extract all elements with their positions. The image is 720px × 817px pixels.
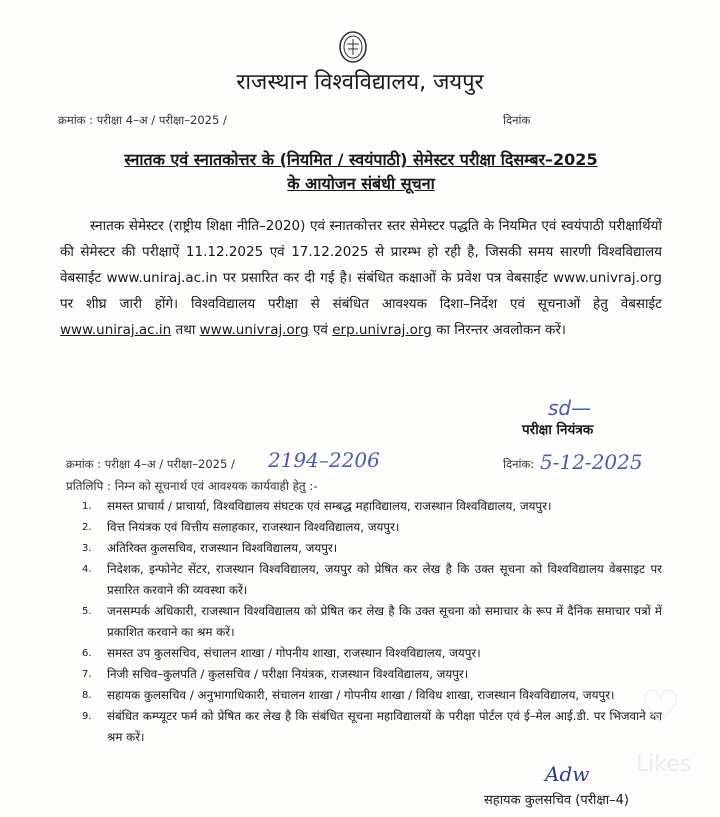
- body-text: पर शीघ्र जारी होंगे। विश्वविद्यालय परीक्षा से संबंधित आवश्यक दिशा–निर्देश एवं सूचनाओं हेतु वेबसाईट: [60, 296, 662, 312]
- body-text: एवं: [308, 322, 333, 338]
- list-item: [82, 496, 662, 517]
- list-item: [82, 664, 662, 685]
- copy-reference-number: क्रमांक : परीक्षा 4–अ / परीक्षा–2025 /: [66, 457, 235, 471]
- body-text: का निरन्तर अवलोकन करें।: [431, 322, 567, 338]
- item-number: 7.: [82, 669, 92, 680]
- item-text: संबंधित कम्प्यूटर फर्म को प्रेषित कर लेख है कि संबंधित सूचना महाविद्यालयों के परीक्षा पोर्टल एवं ई–मेल आई.डी. पर भिजवाने का श्रम करें।: [107, 709, 662, 744]
- copy-recipient-list: [82, 496, 662, 748]
- list-item: [82, 538, 662, 559]
- reference-number: क्रमांक : परीक्षा 4–अ / परीक्षा–2025 /: [58, 113, 227, 127]
- notice-body: [60, 213, 662, 343]
- list-item: [82, 517, 662, 538]
- body-text: तथा: [171, 322, 200, 338]
- list-item: [82, 643, 662, 664]
- date-label: दिनांक: [503, 113, 531, 127]
- item-text: निजी सचिव–कुलपति / कुलसचिव / परीक्षा नियंत्रक, राजस्थान विश्वविद्यालय, जयपुर।: [107, 667, 469, 681]
- item-text: निदेशक, इन्फोनेट सेंटर, राजस्थान विश्वविद्यालय, जयपुर को प्रेषित कर लेख है कि उक्त सूचना को विश्वविद्यालय वेबसाइट पर प्रसारित करवाने की व्यवस्था करें।: [107, 562, 662, 597]
- signature-assistant-registrar: Adw: [545, 762, 590, 786]
- item-number: 6.: [82, 648, 92, 659]
- item-text: सहायक कुलसचिव / अनुभागाधिकारी, संचालन शाखा / गोपनीय शाखा / विविध शाखा, राजस्थान विश्वविद्यालय, जयपुर।: [107, 688, 615, 702]
- university-seal-icon: [338, 30, 368, 64]
- notice-title-line1: स्नातक एवं स्नातकोत्तर के (नियमित / स्वयंपाठी) सेमेस्टर परीक्षा दिसम्बर–2025: [124, 150, 598, 169]
- heart-icon: ♡: [640, 680, 682, 734]
- watermark: Likes: [636, 752, 692, 777]
- item-number: 5.: [82, 606, 92, 617]
- item-text: समस्त उप कुलसचिव, संचालन शाखा / गोपनीय शाखा, राजस्थान विश्वविद्यालय, जयपुर।: [107, 646, 481, 660]
- body-text: पर प्रसारित कर दी गई है। संबंधित कक्षाओं के प्रवेश पत्र वेबसाईट: [217, 270, 553, 286]
- signer-exam-controller: परीक्षा नियंत्रक: [522, 422, 594, 438]
- item-text: अतिरिक्त कुलसचिव, राजस्थान विश्वविद्यालय, जयपुर।: [107, 541, 338, 555]
- list-item: [82, 706, 662, 748]
- link-univraj-underlined[interactable]: www.univraj.org: [199, 322, 309, 338]
- list-item: [82, 559, 662, 601]
- item-number: 9.: [82, 711, 92, 722]
- item-text: वित्त नियंत्रक एवं वित्तीय सलाहकार, राजस्थान विश्वविद्यालय, जयपुर।: [107, 520, 400, 534]
- link-uniraj-underlined[interactable]: www.uniraj.ac.in: [60, 322, 172, 338]
- copy-date-label: दिनांक:: [503, 457, 535, 471]
- item-number: 2.: [82, 522, 92, 533]
- item-number: 4.: [82, 564, 92, 575]
- body-text: स्नातक सेमेस्टर (राष्ट्रीय शिक्षा नीति–2020) एवं स्नातकोत्तर स्तर सेमेस्टर पद्धति के नियमित एवं स्वयंपाठी परीक्षार्थियों की सेमेस्टर की परीक्षाऐं 11.12.2025 एवं 17.12.2025 से प्रारम्भ हो रही है, जिसकी समय सारणी विश्वविद्यालय वेबसाईट: [60, 218, 662, 286]
- signature-mark-sd: sd—: [548, 396, 592, 420]
- list-item: [82, 601, 662, 643]
- copy-intro: प्रतिलिपि : निम्न को सूचनार्थ एवं आवश्यक कार्यवाही हेतु :-: [66, 479, 318, 493]
- link-uniraj[interactable]: www.uniraj.ac.in: [106, 270, 218, 286]
- signer-assistant-registrar: सहायक कुलसचिव (परीक्षा–4): [484, 793, 629, 808]
- link-univraj[interactable]: www.univraj.org: [552, 270, 663, 286]
- notice-title: [60, 148, 662, 196]
- item-text: समस्त प्राचार्य / प्राचार्या, विश्वविद्यालय संघटक एवं सम्बद्ध महाविद्यालय, राजस्थान विश्वविद्यालय, जयपुर।: [107, 499, 552, 513]
- university-name: राजस्थान विश्वविद्यालय, जयपुर: [236, 70, 484, 95]
- handwritten-ref-number: 2194–2206: [268, 448, 380, 472]
- item-number: 3.: [82, 543, 92, 554]
- list-item: [82, 685, 662, 706]
- handwritten-date: 5-12-2025: [540, 450, 643, 474]
- item-text: जनसम्पर्क अधिकारी, राजस्थान विश्वविद्यालय को प्रेषित कर लेख है कि उक्त सूचना को समाचार के रूप में दैनिक समाचार पत्रों में प्रकाशित करवाने का श्रम करें।: [107, 604, 662, 639]
- notice-title-line2: के आयोजन संबंधी सूचना: [287, 174, 435, 193]
- link-erp[interactable]: erp.univraj.org: [332, 322, 432, 338]
- item-number: 8.: [82, 690, 92, 701]
- item-number: 1.: [82, 501, 92, 512]
